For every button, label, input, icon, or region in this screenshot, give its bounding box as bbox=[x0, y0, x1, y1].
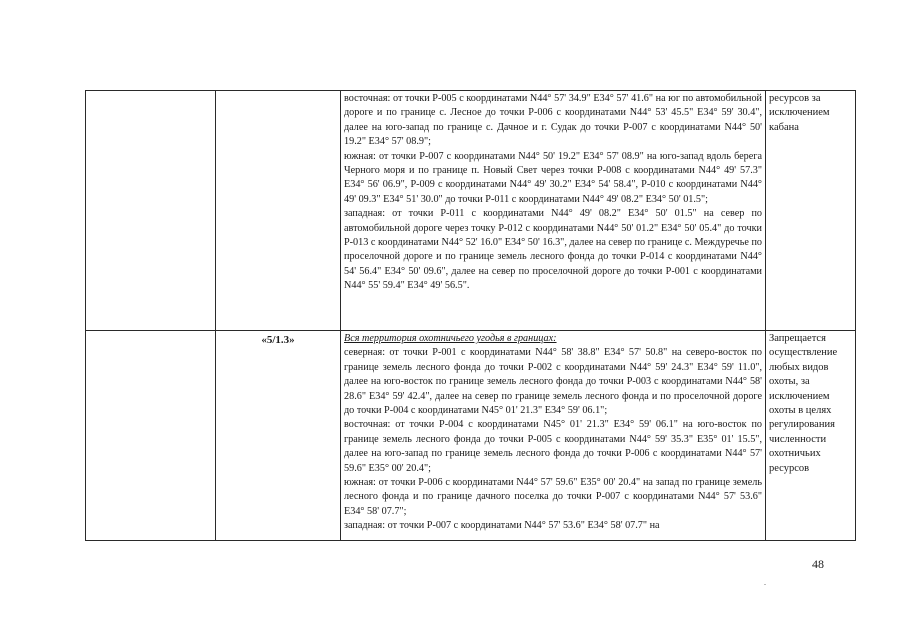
boundary-description bbox=[341, 91, 766, 331]
table-row bbox=[86, 91, 856, 331]
boundary-west: западная: от точки Р-011 с координатами N44° 49' 08.2" Е34° 50' 01.5" на север по автомобильной дороге через точку Р-012 с координатами N44° 50' 01.2" Е34° 50' 05.4" до точки Р-013 с координатами N44° 52' 16.0" Е34° 50' 16.3", далее на север по границе с. Междуречье по проселочной дороге и по границе земель лесного фонда до точки Р-014 с координатами N44° 54' 56.4" Е34° 50' 09.6", далее на север по проселочной дороге до точки Р-001 с координатами N44° 55' 59.4" Е34° 49' 56.5". bbox=[344, 208, 762, 292]
scan-artifact bbox=[764, 584, 766, 585]
empty-cell bbox=[86, 331, 216, 541]
empty-cell bbox=[86, 91, 216, 331]
table-row bbox=[86, 331, 856, 541]
boundary-south: южная: от точки Р-007 с координатами N44° 50' 19.2" Е34° 57' 08.9" на юго-запад вдоль берега Черного моря и по границе п. Новый Свет через точки Р-008 с координатами N44° 49' 57.3" Е34° 56' 06.9", Р-009 с координатами N44° 49' 30.2" Е34° 54' 58.4", Р-010 с координатами N44° 49' 09.3" Е34° 51' 30.0" до точки Р-011 с координатами N44° 49' 08.2" Е34° 50' 01.5"; bbox=[344, 150, 762, 205]
boundary-north: северная: от точки Р-001 с координатами N44° 58' 38.8" Е34° 57' 50.8" на северо-восток по границе земель лесного фонда до точки Р-002 с координатами N44° 59' 24.3" Е34° 59' 11.0", далее на юго-восток по границе земель лесного фонда до точки Р-003 с координатами N44° 58' 28.6" Е34° 59' 42.4", далее на север по границе земель лесного фонда и по проселочной дороге до точки Р-004 с координатами N45° 01' 21.3" Е34° 59' 06.1"; bbox=[344, 347, 762, 417]
boundary-description bbox=[341, 331, 766, 541]
boundary-west: западная: от точки Р-007 с координатами N44° 57' 53.6" Е34° 58' 07.7" на bbox=[344, 520, 660, 532]
restriction-text: Запрещается осуществление любых видов охоты, за исключением охоты в целях регулирования численности охотничьих ресурсов bbox=[769, 333, 838, 474]
page-number: 48 bbox=[812, 557, 824, 571]
restriction-note bbox=[766, 91, 856, 331]
boundary-south: южная: от точки Р-006 с координатами N44° 57' 59.6" Е35° 00' 20.4" на запад по границе земель лесного фонда и по границе дачного поселка до точки Р-007 с координатами N44° 57' 53.6" Е34° 58' 07.7"; bbox=[344, 477, 762, 517]
restriction-text: ресурсов за исключением кабана bbox=[769, 93, 830, 133]
boundary-table bbox=[85, 90, 856, 541]
boundary-east: восточная: от точки Р-004 с координатами N45° 01' 21.3" Е34° 59' 06.1" на юго-восток по границе земель лесного фонда до точки Р-005 с координатами N44° 59' 35.3" Е35° 01' 15.5", далее на юго-запад по границе земель лесного фонда до точки Р-006 с координатами N44° 57' 59.6" Е35° 00' 20.4"; bbox=[344, 419, 762, 474]
hunting-ground-code: «5/1.3» bbox=[216, 331, 341, 541]
territory-heading: Вся территория охотничьего угодья в границах: bbox=[344, 333, 557, 344]
restriction-note bbox=[766, 331, 856, 541]
boundary-east: восточная: от точки Р-005 с координатами N44° 57' 34.9" Е34° 57' 41.6" на юг по автомобильной дороге и по границе с. Лесное до точки Р-006 с координатами N44° 53' 45.5" Е34° 59' 30.4", далее на юго-запад по границе с. Дачное и г. Судак до точки Р-007 с координатами N44° 50' 19.2" Е34° 57' 08.9"; bbox=[344, 93, 762, 148]
hunting-ground-code bbox=[216, 91, 341, 331]
